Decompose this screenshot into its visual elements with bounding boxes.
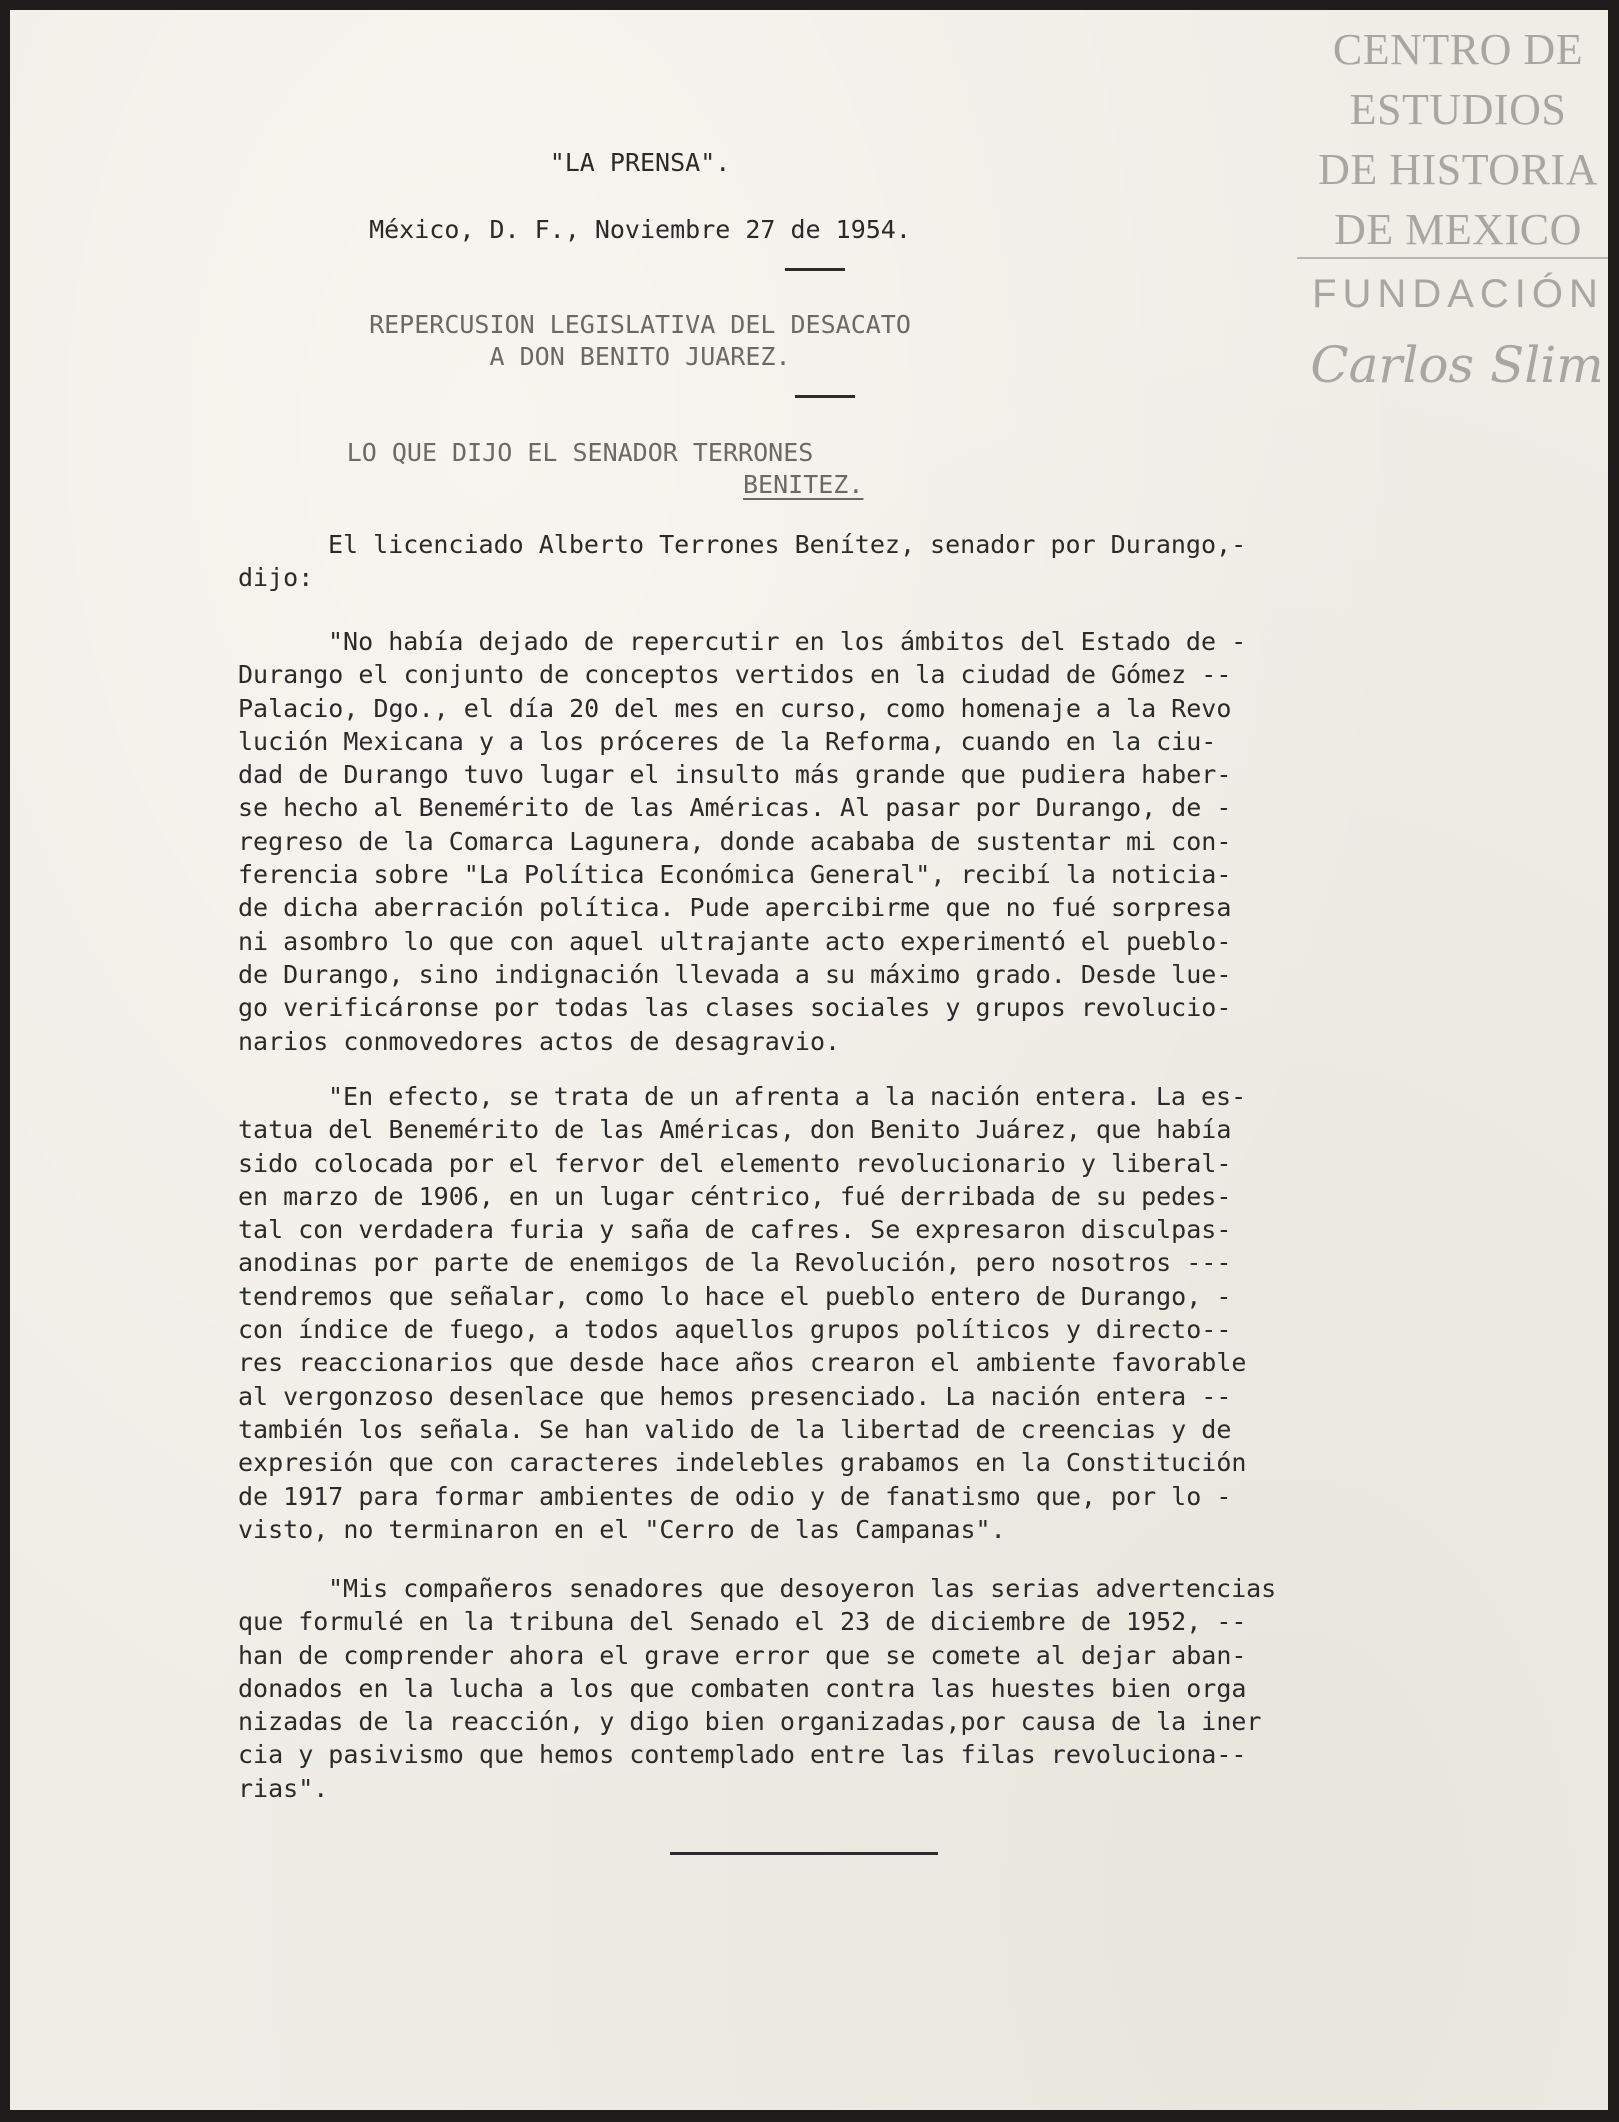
text-line: que formulé en la tribuna del Senado el 23 de diciembre de 1952, -- bbox=[238, 1607, 1247, 1637]
archive-watermark bbox=[1297, 10, 1608, 410]
text-line: anodinas por parte de enemigos de la Revolución, pero nosotros --- bbox=[238, 1248, 1232, 1278]
text-line: han de comprender ahora el grave error que se comete al dejar aban- bbox=[238, 1640, 1247, 1670]
text-line: visto, no terminaron en el "Cerro de las Campanas". bbox=[238, 1514, 1006, 1544]
document-page bbox=[10, 10, 1608, 2110]
watermark-line: DE MEXICO bbox=[1334, 205, 1582, 254]
separator-rule bbox=[785, 268, 845, 271]
paragraph-1 bbox=[238, 625, 1538, 1058]
separator-rule bbox=[795, 395, 855, 398]
watermark-signature: Carlos Slim bbox=[1310, 336, 1604, 394]
text-line: nizadas de la reacción, y digo bien organizadas,por causa de la iner bbox=[238, 1707, 1262, 1737]
text-line: rias". bbox=[238, 1773, 329, 1803]
text-line: también los señala. Se han valido de la libertad de creencias y de bbox=[238, 1414, 1232, 1444]
text-line: de dicha aberración política. Pude apercibirme que no fué sorpresa bbox=[238, 893, 1232, 923]
text-line: donados en la lucha a los que combaten contra las huestes bien orga bbox=[238, 1673, 1247, 1703]
newspaper-header: "LA PRENSA". bbox=[549, 148, 731, 177]
subhead-line-1: LO QUE DIJO EL SENADOR TERRONES bbox=[346, 438, 814, 467]
dateline: México, D. F., Noviembre 27 de 1954. bbox=[369, 215, 911, 244]
intro-paragraph bbox=[238, 528, 1608, 595]
text-line: dijo: bbox=[238, 563, 314, 593]
text-line: cia y pasivismo que hemos contemplado entre las filas revoluciona-- bbox=[238, 1740, 1247, 1770]
text-line: El licenciado Alberto Terrones Benítez, senador por Durango,- bbox=[328, 530, 1247, 559]
headline-line-2: A DON BENITO JUAREZ. bbox=[489, 342, 791, 371]
text-line: tatua del Benemérito de las Américas, don Benito Juárez, que había bbox=[238, 1115, 1232, 1145]
text-line: sido colocada por el fervor del elemento revolucionario y liberal- bbox=[238, 1148, 1232, 1178]
text-line: ferencia sobre "La Política Económica General", recibí la noticia- bbox=[238, 860, 1232, 890]
text-line: de Durango, sino indignación llevada a su máximo grado. Desde lue- bbox=[238, 959, 1232, 989]
text-line: con índice de fuego, a todos aquellos grupos políticos y directo-- bbox=[238, 1315, 1232, 1345]
text-line: narios conmovedores actos de desagravio. bbox=[238, 1026, 841, 1056]
watermark-line: ESTUDIOS bbox=[1349, 85, 1567, 134]
text-line: go verificáronse por todas las clases sociales y grupos revolucio- bbox=[238, 993, 1232, 1023]
text-line: expresión que con caracteres indelebles grabamos en la Constitución bbox=[238, 1448, 1247, 1478]
watermark-divider bbox=[1297, 257, 1608, 259]
text-line: res reaccionarios que desde hace años crearon el ambiente favorable bbox=[238, 1348, 1247, 1378]
text-line: Durango el conjunto de conceptos vertidos en la ciudad de Gómez -- bbox=[238, 660, 1232, 690]
subhead-line-2: BENITEZ. bbox=[743, 470, 864, 499]
text-line: ni asombro lo que con aquel ultrajante acto experimentó el pueblo- bbox=[238, 926, 1232, 956]
text-line: tal con verdadera furia y saña de cafres. Se expresaron disculpas- bbox=[238, 1215, 1232, 1245]
headline-line-1: REPERCUSION LEGISLATIVA DEL DESACATO bbox=[369, 310, 911, 339]
watermark-line: CENTRO DE bbox=[1332, 25, 1584, 74]
text-line: regreso de la Comarca Lagunera, donde acababa de sustentar mi con- bbox=[238, 826, 1232, 856]
closing-rule bbox=[670, 1852, 938, 1855]
text-line: "Mis compañeros senadores que desoyeron las serias advertencias bbox=[328, 1574, 1277, 1603]
paragraph-3 bbox=[238, 1572, 1538, 1805]
watermark-foundation: FUNDACIÓN bbox=[1312, 272, 1604, 316]
text-line: en marzo de 1906, en un lugar céntrico, fué derribada de su pedes- bbox=[238, 1181, 1232, 1211]
text-line: de 1917 para formar ambientes de odio y de fanatismo que, por lo - bbox=[238, 1481, 1232, 1511]
text-line: lución Mexicana y a los próceres de la Reforma, cuando en la ciu- bbox=[238, 726, 1217, 756]
text-line: "En efecto, se trata de un afrenta a la nación entera. La es- bbox=[328, 1082, 1247, 1111]
text-line: tendremos que señalar, como lo hace el pueblo entero de Durango, - bbox=[238, 1281, 1232, 1311]
text-line: "No había dejado de repercutir en los ámbitos del Estado de - bbox=[328, 627, 1247, 656]
text-line: Palacio, Dgo., el día 20 del mes en curso, como homenaje a la Revo bbox=[238, 693, 1232, 723]
text-line: al vergonzoso desenlace que hemos presenciado. La nación entera -- bbox=[238, 1381, 1232, 1411]
text-line: dad de Durango tuvo lugar el insulto más grande que pudiera haber- bbox=[238, 760, 1232, 790]
watermark-line: DE HISTORIA bbox=[1318, 145, 1598, 194]
paragraph-2 bbox=[238, 1080, 1538, 1546]
text-line: se hecho al Benemérito de las Américas. Al pasar por Durango, de - bbox=[238, 793, 1232, 823]
